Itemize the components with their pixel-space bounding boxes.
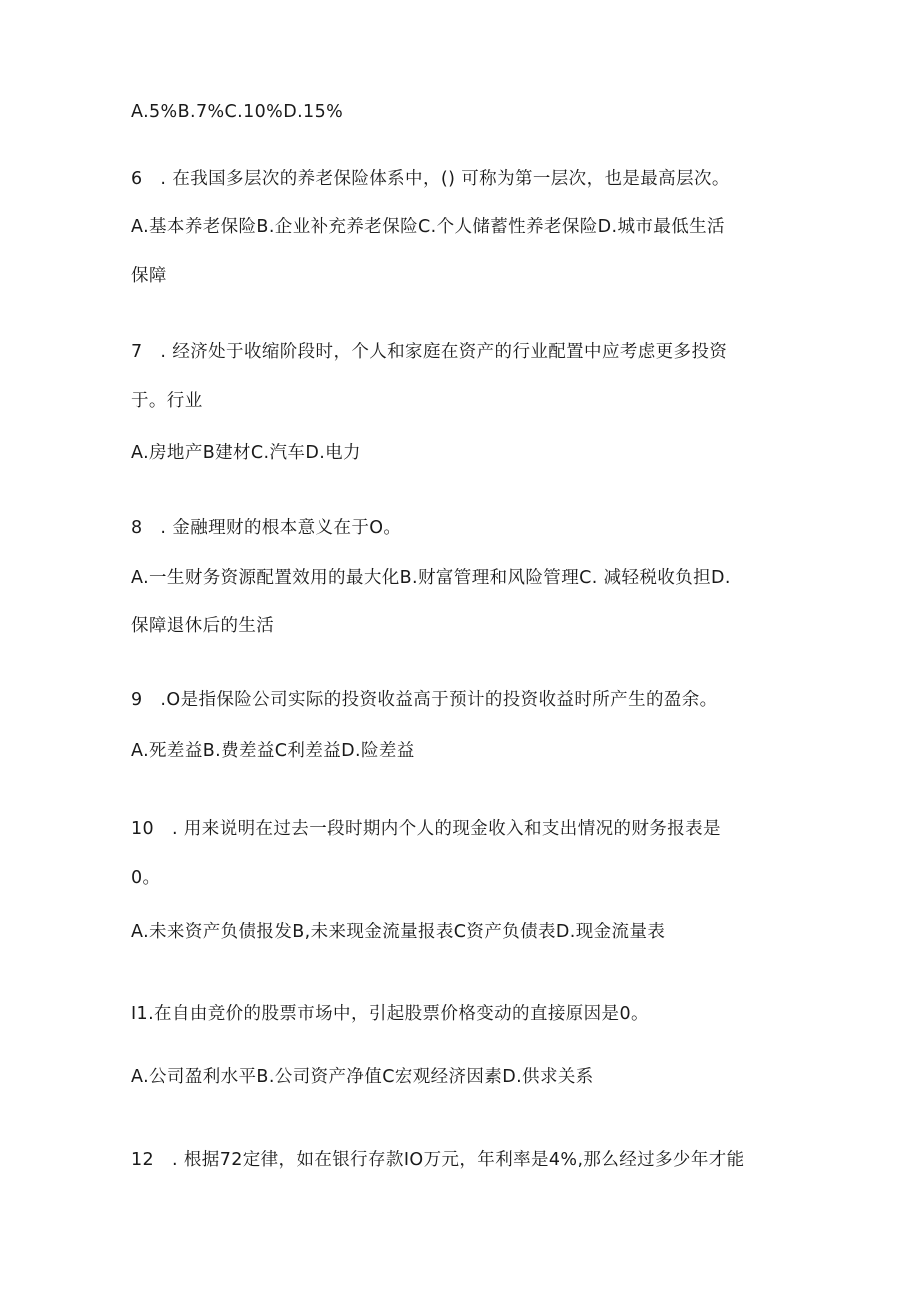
q6-options-continued: 保障: [131, 266, 167, 286]
q10-question: 10 . 用来说明在过去一段时期内个人的现金收入和支出情况的财务报表是: [131, 819, 721, 839]
q5-options: A.5%B.7%C.10%D.15%: [131, 102, 344, 122]
q6-options: A.基本养老保险B.企业补充养老保险C.个人储蓄性养老保险D.城市最低生活: [131, 217, 725, 237]
q8-question: 8 . 金融理财的根本意义在于O。: [131, 518, 402, 538]
q9-question: 9 .O是指保险公司实际的投资收益高于预计的投资收益时所产生的盈余。: [131, 690, 718, 710]
q9-options: A.死差益B.费差益C利差益D.险差益: [131, 741, 415, 761]
q10-options: A.未来资产负债报发B,未来现金流量报表C资产负债表D.现金流量表: [131, 922, 666, 942]
q6-question: 6 . 在我国多层次的养老保险体系中，() 可称为第一层次，也是最高层次。: [131, 169, 730, 189]
q8-options-continued: 保障退休后的生活: [131, 616, 275, 636]
q10-question-continued: 0。: [131, 868, 161, 888]
q7-question-continued: 于。行业: [131, 391, 203, 411]
q11-question: I1.在自由竞价的股票市场中，引起股票价格变动的直接原因是0。: [131, 1004, 649, 1024]
q11-options: A.公司盈利水平B.公司资产净值C宏观经济因素D.供求关系: [131, 1067, 594, 1087]
q7-question: 7 . 经济处于收缩阶段时，个人和家庭在资产的行业配置中应考虑更多投资: [131, 342, 728, 362]
q7-options: A.房地产B建材C.汽车D.电力: [131, 443, 361, 463]
q8-options: A.一生财务资源配置效用的最大化B.财富管理和风险管理C. 减轻税收负担D.: [131, 568, 731, 588]
q12-question: 12 . 根据72定律，如在银行存款IO万元，年利率是4%,那么经过多少年才能: [131, 1150, 745, 1170]
